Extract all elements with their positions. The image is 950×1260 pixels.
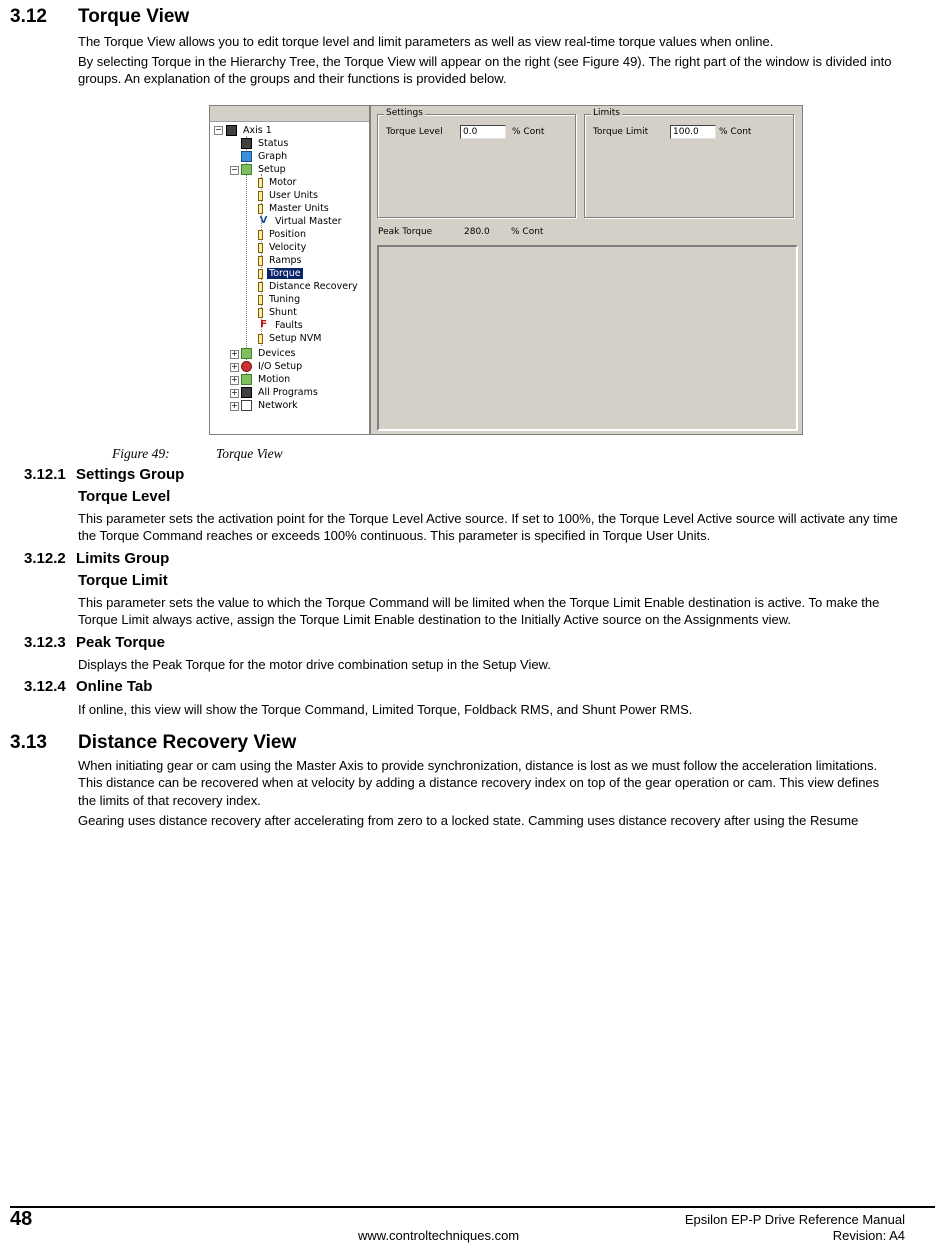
expand-toggle[interactable]: + [231,388,238,397]
tree-item-setup[interactable]: Setup [241,163,288,176]
tree-item-graph[interactable]: Graph [241,150,289,163]
tree-item-master-units[interactable]: Master Units [258,202,331,215]
tree-item-network[interactable]: Network [241,399,300,412]
page-icon [258,204,263,214]
section-title: Distance Recovery View [78,732,297,753]
peak-torque-unit: % Cont [511,227,544,237]
tree-item-shunt[interactable]: Shunt [258,306,299,319]
page-icon [258,191,263,201]
tree-item-ramps[interactable]: Ramps [258,254,303,267]
nvm-icon [258,334,263,344]
paragraph-line: the limits of that recovery index. [78,793,261,808]
revision: Revision: A4 [832,1228,905,1243]
figure-caption-title: Torque View [216,446,283,461]
subsection-number: 3.12.4 [24,678,66,695]
tree-item-distance-recovery[interactable]: Distance Recovery [258,280,360,293]
programs-icon [241,387,252,398]
tree-item-tuning[interactable]: Tuning [258,293,302,306]
subsection-title: Online Tab [76,678,153,695]
figure-caption-label: Figure 49: [112,446,170,461]
hierarchy-tree [210,106,371,434]
page-icon [258,282,263,292]
tree-item-setup-nvm[interactable]: Setup NVM [258,332,323,345]
subsection-number: 3.12.1 [24,466,66,483]
collapse-toggle[interactable]: − [231,165,238,174]
tree-header-bar [210,106,369,122]
subsection-title: Limits Group [76,550,170,567]
tree-item-devices[interactable]: Devices [241,347,297,360]
limits-group [584,108,794,218]
page-icon [258,295,263,305]
subsection-number: 3.12.2 [24,550,66,567]
torque-level-unit: % Cont [512,127,545,137]
torque-view-screenshot [209,105,803,435]
paragraph-line: This parameter sets the activation point for the Torque Level Active source. If set to 100%, the Torque Level Active source will activate any time [78,511,898,526]
torque-level-label: Torque Level [386,127,443,137]
page-icon [258,308,263,318]
paragraph-line: If online, this view will show the Torque Command, Limited Torque, Foldback RMS, and Shunt Power RMS. [78,702,693,717]
section-title: Torque View [78,6,190,27]
tree-item-user-units[interactable]: User Units [258,189,320,202]
torque-limit-input[interactable]: 100.0 [670,125,716,139]
parameter-heading: Torque Limit [78,572,168,589]
section-number: 3.13 [10,732,47,753]
page-icon [258,178,263,188]
folder-icon [241,164,252,175]
paragraph-line: This parameter sets the value to which the Torque Command will be limited when the Torque Limit Enable destination is active. To make the [78,595,880,610]
torque-limit-label: Torque Limit [593,127,649,137]
section-number: 3.12 [10,6,47,27]
expand-toggle[interactable]: + [231,349,238,358]
motion-icon [241,374,252,385]
io-icon [241,361,252,372]
page-icon [258,269,263,279]
subsection-number: 3.12.3 [24,634,66,651]
subsection-title: Settings Group [76,466,185,483]
tree-item-all-programs[interactable]: All Programs [241,386,320,399]
settings-group [377,108,576,218]
drive-icon [226,125,237,136]
expand-toggle[interactable]: + [231,375,238,384]
tree-item-velocity[interactable]: Velocity [258,241,308,254]
website: www.controltechniques.com [358,1228,520,1243]
settings-group-title: Settings [386,108,423,118]
paragraph-line: This distance can be recovered when at velocity by adding a distance recovery index on top of the gear operation or cam. This view defines [78,775,880,790]
tree-item-axis[interactable]: Axis 1 [226,124,274,137]
virtual-master-icon: V [259,215,268,226]
faults-icon: F [260,319,267,330]
tree-item-position[interactable]: Position [258,228,308,241]
tree-item-torque[interactable]: Torque [258,267,303,280]
paragraph-line: the Torque Command reaches or exceeds 100% continuous. This parameter is specified in Torque User Units. [78,528,711,543]
peak-torque-value: 280.0 [464,227,490,237]
torque-view-panel [373,106,802,434]
network-icon [241,400,252,411]
devices-icon [241,348,252,359]
online-panel [377,245,798,431]
paragraph-line: Gearing uses distance recovery after accelerating from zero to a locked state. Camming uses distance recovery after using the Resume [78,813,859,828]
tree-item-virtual-master[interactable]: V Virtual Master [259,215,342,227]
tree-item-faults[interactable]: F Faults [258,319,305,332]
expand-toggle[interactable]: + [231,362,238,371]
graph-icon [241,151,252,162]
page-icon [258,243,263,253]
intro-paragraph-line: By selecting Torque in the Hierarchy Tree, the Torque View will appear on the right (see Figure 49). The right part of the window is divided into [78,54,892,69]
paragraph-line: Displays the Peak Torque for the motor drive combination setup in the Setup View. [78,657,551,672]
manual-title: Epsilon EP-P Drive Reference Manual [684,1212,905,1227]
tree-item-status[interactable]: Status [241,137,290,150]
monitor-icon [241,138,252,149]
paragraph-line: When initiating gear or cam using the Master Axis to provide synchronization, distance is lost as we must follow the acceleration limitations. [78,758,878,773]
page-number: 48 [10,1208,33,1230]
torque-limit-unit: % Cont [719,127,752,137]
tree-item-motion[interactable]: Motion [241,373,292,386]
parameter-heading: Torque Level [78,488,171,505]
paragraph-line: Torque Limit always active, assign the Torque Limit Enable destination to the Initially Active source on the Assignments view. [78,612,791,627]
tree-item-io-setup[interactable]: I/O Setup [241,360,304,373]
torque-level-input[interactable]: 0.0 [460,125,506,139]
intro-paragraph: The Torque View allows you to edit torque level and limit parameters as well as view real-time torque values when online. [78,34,774,49]
footer-rule [10,1206,935,1208]
intro-paragraph-line: groups. An explanation of the groups and their functions is provided below. [78,71,507,86]
expand-toggle[interactable]: + [231,401,238,410]
subsection-title: Peak Torque [76,634,165,651]
page-icon [258,230,263,240]
limits-group-title: Limits [593,108,620,118]
peak-torque-label: Peak Torque [378,227,433,237]
tree-item-motor[interactable]: Motor [258,176,298,189]
page-icon [258,256,263,266]
collapse-toggle[interactable]: − [215,125,222,134]
